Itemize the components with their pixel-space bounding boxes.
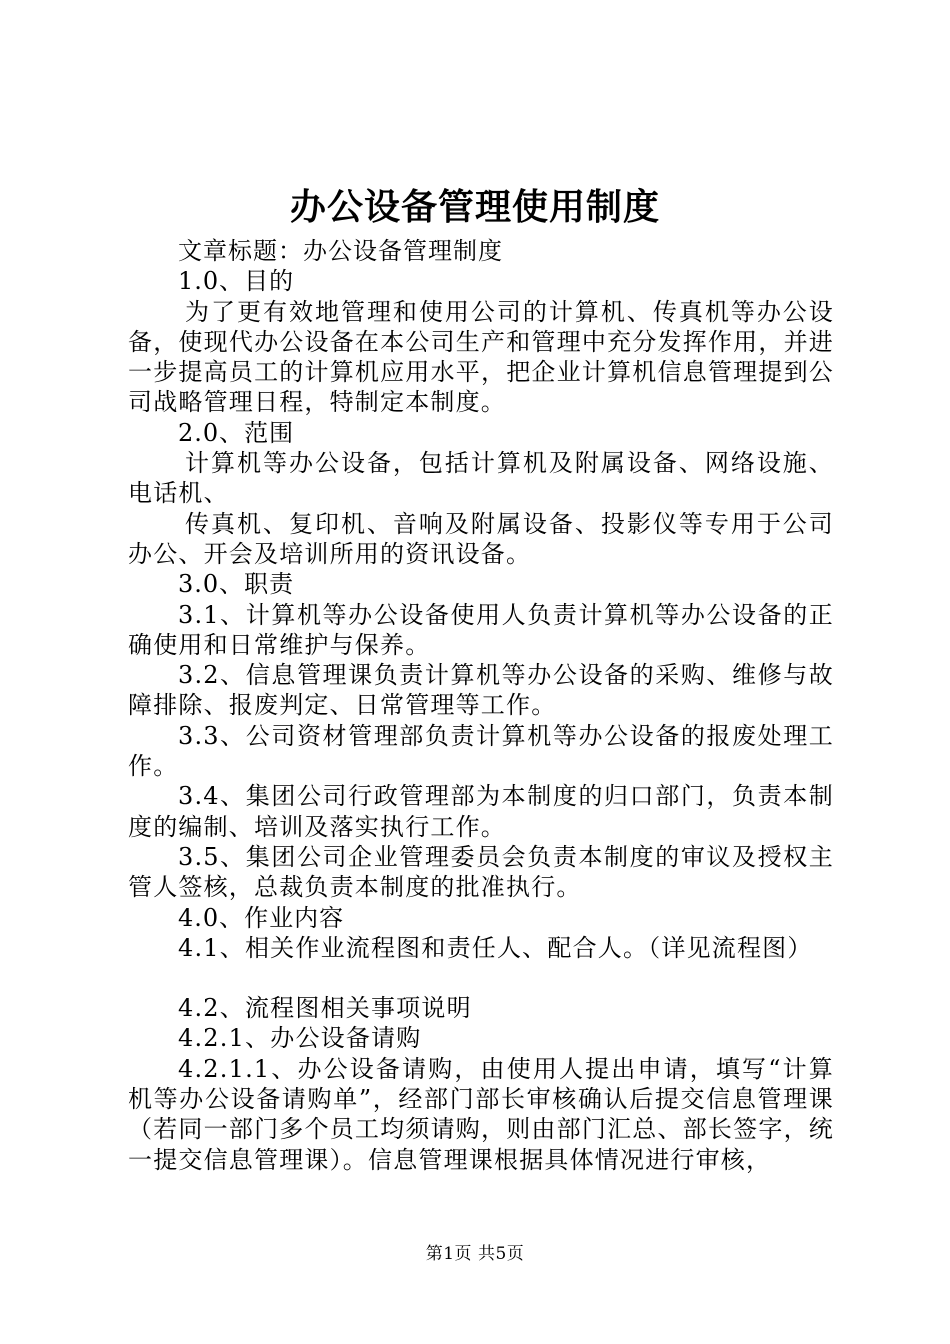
section-heading-purpose: 1.0、目的 xyxy=(178,267,295,296)
paragraph-4-2-1: 4.2.1、办公设备请购 xyxy=(178,1024,422,1053)
paragraph-duty-3-1: 3.1、计算机等办公设备使用人负责计算机等办公设备的正确使用和日常维护与保养。 xyxy=(128,600,834,659)
paragraph-duty-3-4: 3.4、集团公司行政管理部为本制度的归口部门，负责本制度的编制、培训及落实执行工作。 xyxy=(128,782,834,841)
paragraph-4-1: 4.1、相关作业流程图和责任人、配合人。（详见流程图） xyxy=(178,933,813,962)
paragraph-duty-3-5: 3.5、集团公司企业管理委员会负责本制度的审议及授权主管人签核，总裁负责本制度的批准执行。 xyxy=(128,842,834,902)
paragraph-4-2-1-1: 4.2.1.1、办公设备请购，由使用人提出申请，填写“计算机等办公设备请购单”，经部门部长审核确认后提交信息管理课（若同一部门多个员工均须请购，则由部门汇总、部长签字，统一提交信息管理课）。信息管理课根据具体情况进行审核， xyxy=(128,1054,834,1174)
paragraph-scope-2: 传真机、复印机、音响及附属设备、投影仪等专用于公司办公、开会及培训所用的资讯设备。 xyxy=(128,509,834,568)
blank-line xyxy=(128,963,834,993)
paragraph-duty-3-3: 3.3、公司资材管理部负责计算机等办公设备的报废处理工作。 xyxy=(128,721,834,781)
page-footer: 第1页 共5页 xyxy=(425,1244,525,1264)
document-title: 办公设备管理使用制度 xyxy=(289,186,660,228)
section-heading-scope: 2.0、范围 xyxy=(178,418,295,447)
section-heading-duties: 3.0、职责 xyxy=(178,570,295,599)
section-heading-work-content: 4.0、作业内容 xyxy=(178,903,345,932)
paragraph-scope-1: 计算机等办公设备，包括计算机及附属设备、网络设施、电话机、 xyxy=(128,449,834,508)
paragraph-4-2: 4.2、流程图相关事项说明 xyxy=(178,994,472,1023)
paragraph-purpose: 为了更有效地管理和使用公司的计算机、传真机等办公设备，使现代办公设备在本公司生产和管理中充分发挥作用，并进一步提高员工的计算机应用水平，把企业计算机信息管理提到公司战略管理日程，特制定本制度。 xyxy=(128,297,834,417)
document-body xyxy=(128,236,834,1175)
article-title-line: 文章标题：办公设备管理制度 xyxy=(178,237,503,265)
paragraph-duty-3-2: 3.2、信息管理课负责计算机等办公设备的采购、维修与故障排除、报废判定、日常管理等工作。 xyxy=(128,661,834,720)
